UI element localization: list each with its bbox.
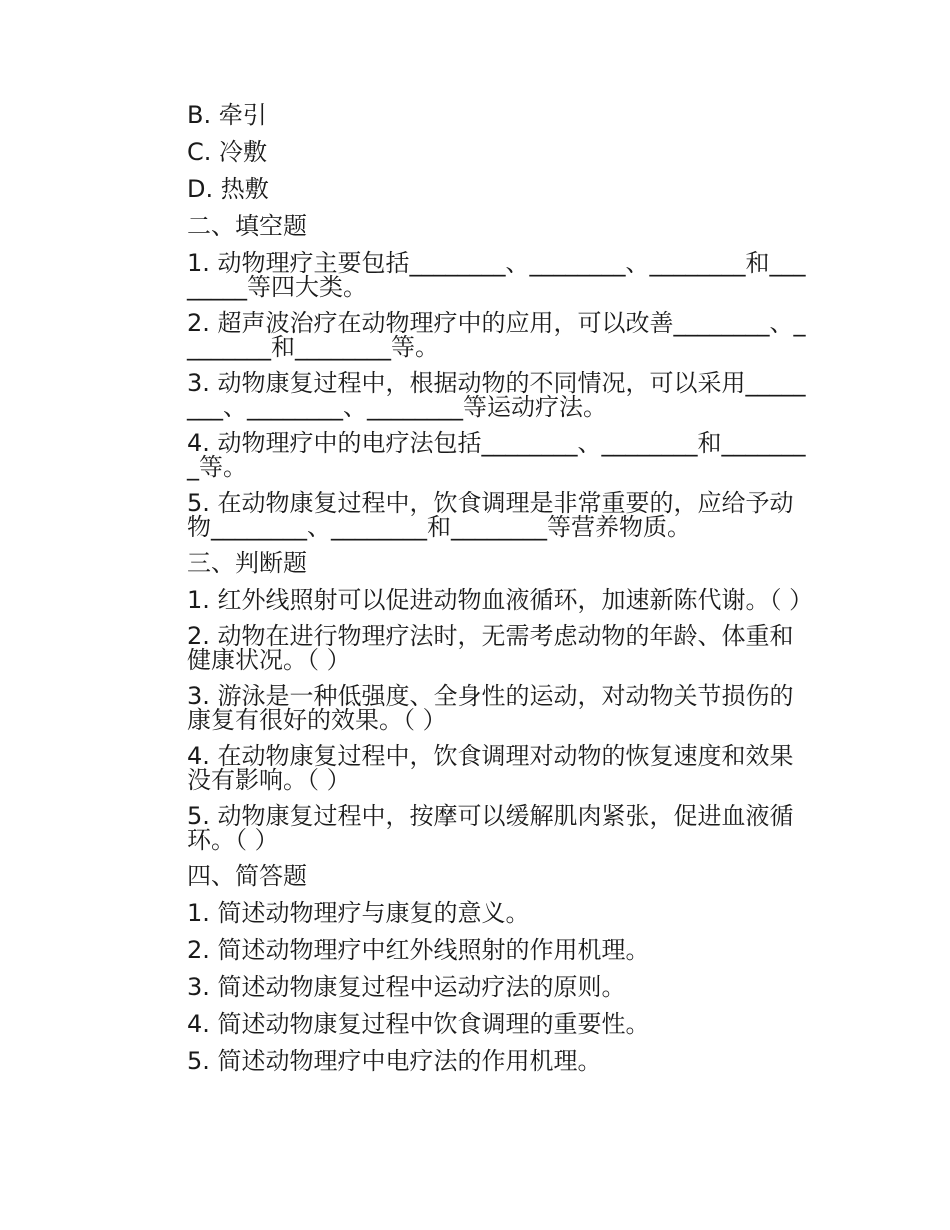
tf-question-5: 5. 动物康复过程中，按摩可以缓解肌肉紧张，促进血液循环。（ ） [187,802,794,854]
fill-question-5: 5. 在动物康复过程中，饮食调理是非常重要的，应给予动物________、________和________等营养物质。 [187,489,794,541]
short-question-4: 4. 简述动物康复过程中饮食调理的重要性。 [187,1010,650,1038]
option-b: B. 牵引 [187,101,267,129]
fill-question-3: 3. 动物康复过程中，根据动物的不同情况，可以采用________、________、________等运动疗法。 [187,369,806,421]
option-c: C. 冷敷 [187,138,268,166]
section-heading-fill-in: 二、填空题 [187,212,307,240]
short-question-2: 2. 简述动物理疗中红外线照射的作用机理。 [187,936,650,964]
document-body [140,103,812,1086]
fill-question-1: 1. 动物理疗主要包括________、________、________和________等四大类。 [187,249,806,301]
short-question-5: 5. 简述动物理疗中电疗法的作用机理。 [187,1047,602,1075]
tf-question-2: 2. 动物在进行物理疗法时，无需考虑动物的年龄、体重和健康状况。（ ） [187,622,794,674]
option-d: D. 热敷 [187,175,269,203]
tf-question-1: 1. 红外线照射可以促进动物血液循环，加速新陈代谢。（ ） [187,586,814,614]
fill-question-4: 4. 动物理疗中的电疗法包括________、________和________等。 [187,429,806,481]
fill-question-2: 2. 超声波治疗在动物理疗中的应用，可以改善________、________和________等。 [187,309,806,361]
section-heading-short-answer: 四、简答题 [187,862,307,890]
section-heading-true-false: 三、判断题 [187,549,307,577]
short-question-3: 3. 简述动物康复过程中运动疗法的原则。 [187,973,626,1001]
short-question-1: 1. 简述动物理疗与康复的意义。 [187,899,530,927]
tf-question-3: 3. 游泳是一种低强度、全身性的运动，对动物关节损伤的康复有很好的效果。（ ） [187,682,794,734]
tf-question-4: 4. 在动物康复过程中，饮食调理对动物的恢复速度和效果没有影响。（ ） [187,742,794,794]
